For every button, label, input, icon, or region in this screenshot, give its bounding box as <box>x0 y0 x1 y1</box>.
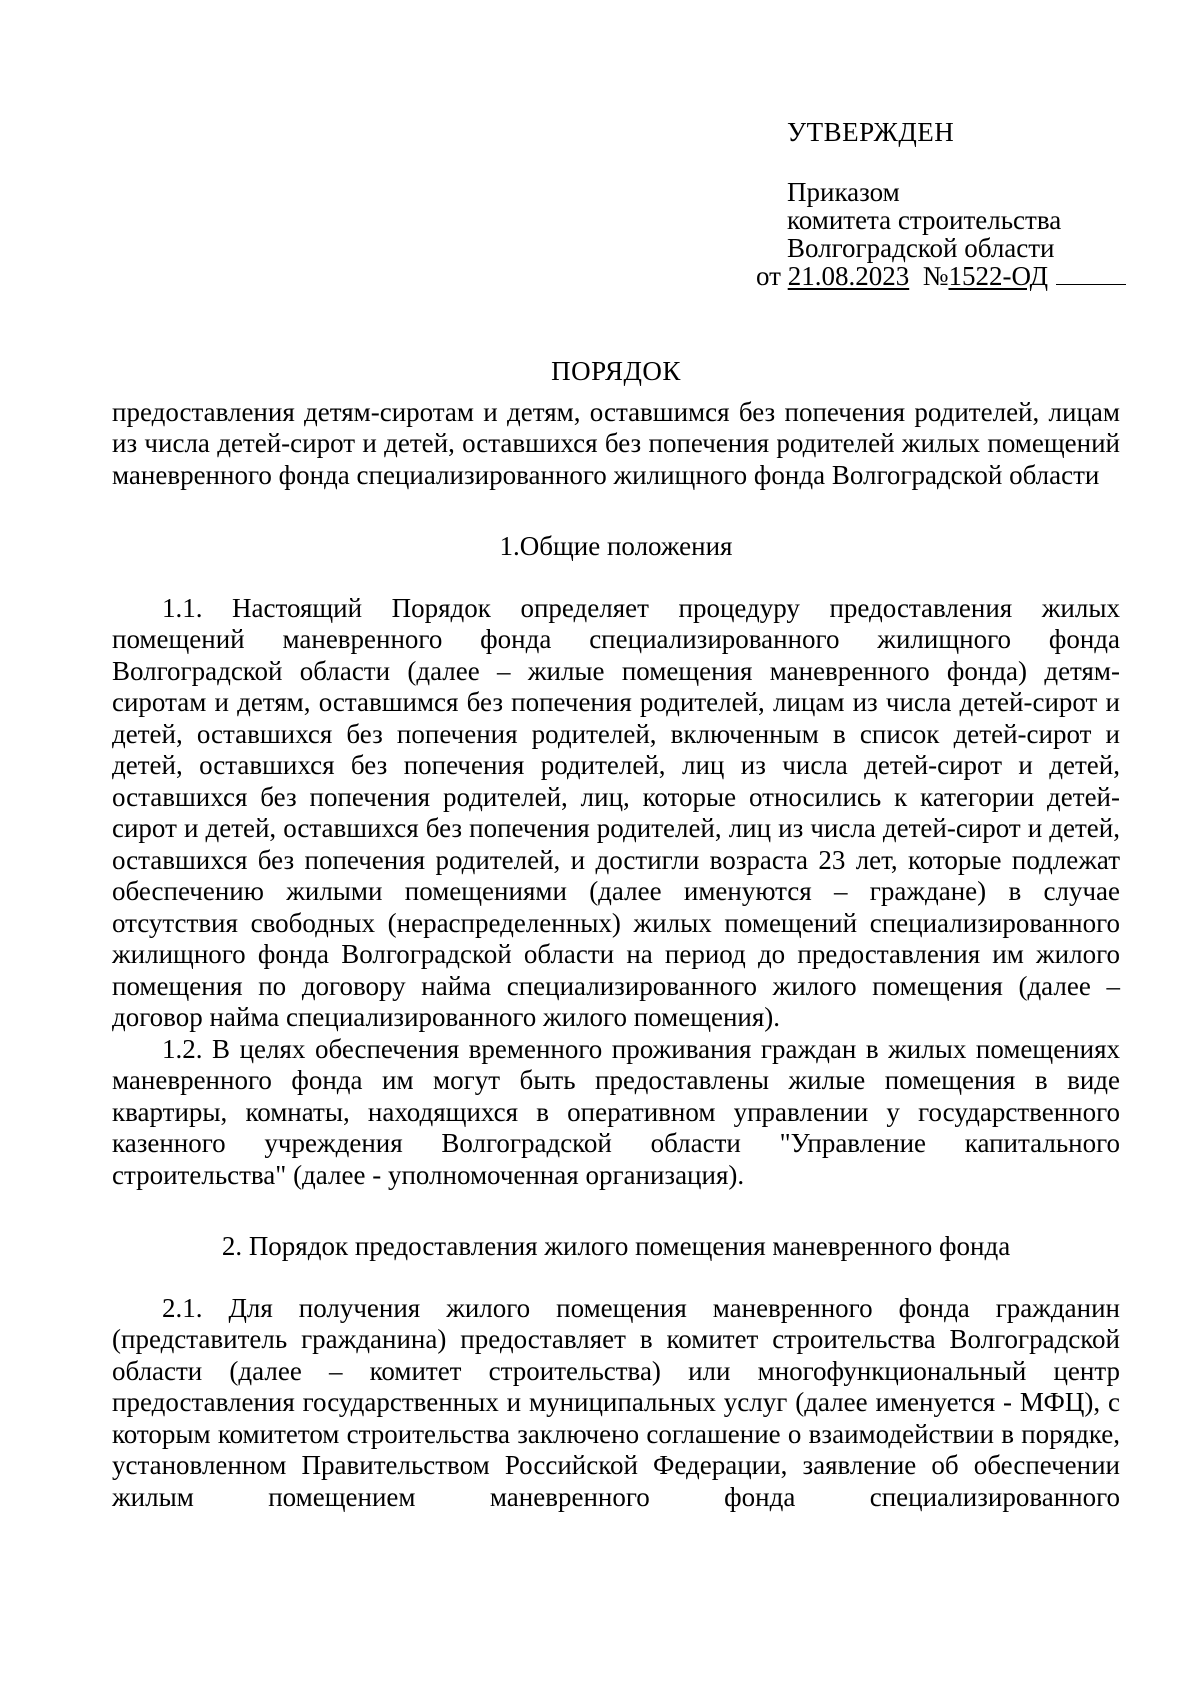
approval-date-line <box>756 262 1162 290</box>
approval-date-prefix: от <box>756 261 781 291</box>
document-title: ПОРЯДОК <box>551 356 681 386</box>
approval-date: 21.08.2023 <box>787 261 910 291</box>
approval-title: УТВЕРЖДЕН <box>787 117 955 147</box>
approval-number: 1522-ОД <box>948 261 1049 291</box>
signature-blank-line <box>1056 264 1126 285</box>
approval-number-prefix: № <box>922 261 949 291</box>
approval-line-2: комитета строительства <box>787 205 1062 235</box>
approval-line-1: Приказом <box>787 177 900 207</box>
section-heading-2: 2. Порядок предоставления жилого помещения маневренного фонда <box>221 1231 1011 1261</box>
paragraph-2-1: 2.1. Для получения жилого помещения маневренного фонда гражданин (представитель гражданина) предоставляет в комитет строительства Волгоградской области (далее – комитет строительства) или многофункциональный центр предоставления государственных и муниципальных услуг (далее именуется - МФЦ), с которым комитетом строительства заключено соглашение о взаимодействии в порядке, установленном Правительством Российской Федерации, заявление об обеспечении жилым помещением маневренного фонда специализированного <box>112 1292 1120 1512</box>
paragraph-1-1: 1.1. Настоящий Порядок определяет процедуру предоставления жилых помещений маневренного фонда специализированного жилищного фонда Волгоградской области (далее – жилые помещения маневренного фонда) детям-сиротам и детям, оставшимся без попечения родителей, лицам из числа детей-сирот и детей, оставшихся без попечения родителей, включенным в список детей-сирот и детей, оставшихся без попечения родителей, лиц из числа детей-сирот и детей, оставшихся без попечения родителей, лиц, которые относились к категории детей-сирот и детей, оставшихся без попечения родителей, лиц из числа детей-сирот и детей, оставшихся без попечения родителей, и достигли возраста 23 лет, которые подлежат обеспечению жилыми помещениями (далее именуются – граждане) в случае отсутствия свободных (нераспределенных) жилых помещений специализированного жилищного фонда Волгоградской области на период до предоставления им жилого помещения по договору найма специализированного жилого помещения (далее – договор найма специализированного жилого помещения). <box>112 592 1120 1032</box>
section-heading-1: 1.Общие положения <box>499 531 733 561</box>
document-subtitle: предоставления детям-сиротам и детям, оставшимся без попечения родителей, лицам из числа детей-сирот и детей, оставшихся без попечения родителей жилых помещений маневренного фонда специализированного жилищного фонда Волгоградской области <box>112 396 1120 490</box>
document-content <box>112 356 1120 1513</box>
paragraph-1-2: 1.2. В целях обеспечения временного проживания граждан в жилых помещениях маневренного фонда им могут быть предоставлены жилые помещения в виде квартиры, комнаты, находящихся в оперативном управлении у государственного казенного учреждения Волгоградской области "Управление капитального строительства" (далее - уполномоченная организация). <box>112 1033 1120 1190</box>
approval-line-3: Волгоградской области <box>787 233 1055 263</box>
approval-block <box>756 117 1162 291</box>
